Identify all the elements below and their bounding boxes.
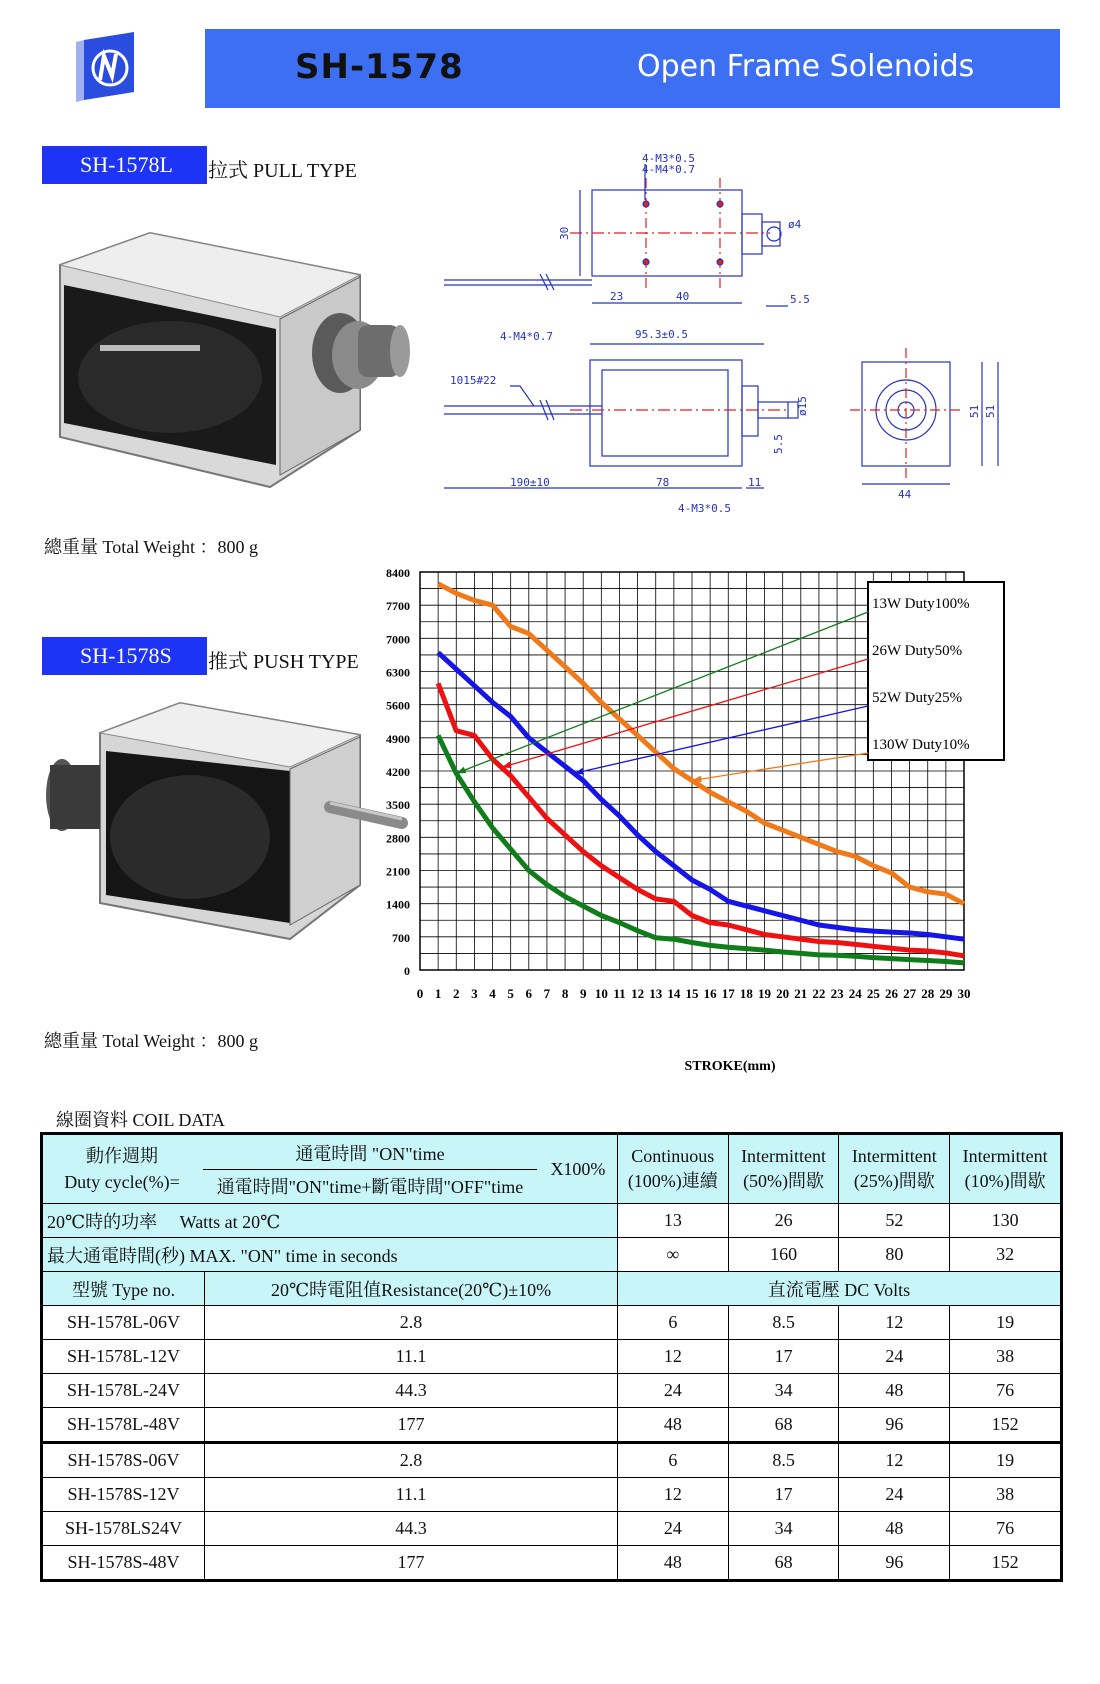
x-tick-label: 3: [471, 986, 478, 1001]
x-tick-label: 23: [830, 986, 844, 1001]
dim-5-5: 5.5: [790, 293, 810, 306]
type-no-cell: SH-1578S-06V: [42, 1443, 205, 1478]
dim-44: 44: [898, 488, 912, 501]
y-tick-label: 0: [404, 964, 410, 978]
watts-cell: 13: [617, 1204, 728, 1238]
table-row: [42, 1306, 1062, 1340]
x-tick-label: 30: [957, 986, 971, 1001]
dc-volts-cell: 48: [839, 1512, 950, 1546]
dc-volts-cell: 68: [728, 1408, 839, 1443]
watts-label: [42, 1204, 618, 1238]
x-tick-label: 6: [525, 986, 533, 1001]
dc-volts-cell: 38: [950, 1340, 1062, 1374]
col-header-50-a: Intermittent: [741, 1145, 827, 1166]
dim-51-b: 51: [984, 404, 997, 418]
dim-shaft-dia: ø4: [788, 218, 802, 231]
dc-volts-cell: 19: [950, 1306, 1062, 1340]
watts-cell: 130: [950, 1204, 1062, 1238]
header-product-name: Open Frame Solenoids: [637, 49, 975, 84]
dc-volts-cell: 38: [950, 1478, 1062, 1512]
dc-volts-cell: 8.5: [728, 1443, 839, 1478]
dc-volts-cell: 76: [950, 1512, 1062, 1546]
dim-m4-top: 4-M4*0.7: [642, 163, 695, 176]
max-on-label: 最大通電時間(秒) MAX. "ON" time in seconds: [42, 1238, 618, 1272]
x-tick-label: 5: [507, 986, 514, 1001]
side-view: [444, 344, 798, 488]
x-tick-label: 20: [776, 986, 790, 1001]
x-tick-label: 24: [848, 986, 862, 1001]
max-on-cell: 80: [839, 1238, 950, 1272]
dc-volts-cell: 8.5: [728, 1306, 839, 1340]
dim-m3-side: 4-M3*0.5: [678, 502, 731, 515]
x-tick-label: 29: [939, 986, 953, 1001]
y-tick-label: 2800: [386, 831, 410, 846]
type-no-cell: SH-1578S-48V: [42, 1546, 205, 1581]
col-header-100-a: Continuous: [631, 1145, 715, 1166]
type-no-cell: SH-1578L-48V: [42, 1408, 205, 1443]
x-tick-label: 15: [685, 986, 699, 1001]
dim-190: 190±10: [510, 476, 550, 489]
dc-volts-cell: 17: [728, 1340, 839, 1374]
watts-cell: 52: [839, 1204, 950, 1238]
dc-volts-cell: 12: [617, 1478, 728, 1512]
x-tick-label: 12: [631, 986, 645, 1001]
dc-volts-cell: 24: [617, 1374, 728, 1408]
type-no-cell: SH-1578L-24V: [42, 1374, 205, 1408]
y-tick-label: 2100: [386, 864, 410, 879]
duty-label-en: Duty cycle(%)=: [64, 1172, 180, 1192]
col-header-100-b: (100%)連續: [627, 1170, 718, 1191]
dim-11: 11: [748, 476, 762, 489]
dc-volts-cell: 76: [950, 1374, 1062, 1408]
dc-volts-cell: 12: [617, 1340, 728, 1374]
y-tick-label: 7000: [386, 632, 410, 647]
x-tick-label: 16: [703, 986, 717, 1001]
x-tick-label: 0: [416, 986, 424, 1001]
x-tick-label: 1: [434, 986, 442, 1001]
x-axis-label: STROKE(mm): [684, 1059, 776, 1074]
dc-volts-cell: 34: [728, 1512, 839, 1546]
coil-rows: [42, 1306, 1062, 1581]
col-header-50-b: (50%)間歇: [743, 1170, 825, 1191]
table-row: [42, 1443, 1062, 1478]
pull-total-weight: 總重量 Total Weight ：800 g: [44, 537, 258, 557]
dc-volts-cell: 12: [839, 1306, 950, 1340]
resistance-cell: 44.3: [205, 1374, 618, 1408]
table-row: [42, 1408, 1062, 1443]
company-logo: [76, 32, 140, 104]
watts-label-en: Watts at 20℃: [179, 1211, 281, 1232]
pull-model-tag: SH-1578L: [42, 146, 207, 184]
table-row: [42, 1546, 1062, 1581]
x-tick-label: 9: [579, 986, 587, 1001]
coil-data-table: [40, 1132, 1063, 1582]
col-header-25-b: (25%)間歇: [853, 1170, 935, 1191]
y-tick-label: 3500: [386, 798, 410, 813]
duty-cycle-formula: [42, 1134, 618, 1204]
dc-volts-cell: 24: [839, 1340, 950, 1374]
max-on-cell: ∞: [617, 1238, 728, 1272]
resistance-cell: 177: [205, 1408, 618, 1443]
dc-volts-cell: 19: [950, 1443, 1062, 1478]
col-header-10: [950, 1134, 1062, 1204]
dim-height-30: 30: [558, 226, 571, 240]
dc-volts-cell: 48: [617, 1408, 728, 1443]
x-tick-label: 14: [667, 986, 681, 1001]
formula-denominator: 通電時間"ON"time+斷電時間"OFF"time: [216, 1176, 524, 1197]
col-header-100: [617, 1134, 728, 1204]
legend-entry: 13W Duty100%: [872, 596, 970, 612]
x-tick-label: 2: [453, 986, 460, 1001]
table-row: [42, 1374, 1062, 1408]
formula-numerator: 通電時間 "ON"time: [203, 1140, 537, 1170]
table-row: [42, 1512, 1062, 1546]
dc-volts-cell: 96: [839, 1408, 950, 1443]
dim-40: 40: [676, 290, 690, 303]
y-tick-label: 700: [392, 930, 410, 945]
y-tick-label: 8400: [386, 566, 410, 580]
x-tick-label: 17: [721, 986, 735, 1001]
y-tick-label: 4200: [386, 765, 410, 779]
dim-dia-15: ø15: [796, 396, 809, 416]
x-tick-label: 28: [921, 986, 935, 1001]
max-on-cell: 160: [728, 1238, 839, 1272]
col-header-10-b: (10%)間歇: [964, 1170, 1046, 1191]
dc-volts-cell: 48: [839, 1374, 950, 1408]
col-header-50: [728, 1134, 839, 1204]
x-tick-label: 4: [489, 986, 496, 1001]
x-tick-label: 26: [884, 986, 898, 1001]
type-no-cell: SH-1578S-12V: [42, 1478, 205, 1512]
type-header-row: [42, 1272, 1062, 1306]
y-tick-label: 6300: [386, 665, 410, 680]
x-tick-label: 7: [543, 986, 551, 1001]
resistance-cell: 44.3: [205, 1512, 618, 1546]
header-model: SH-1578: [295, 47, 464, 87]
push-type-label: 推式 PUSH TYPE: [208, 651, 359, 673]
y-tick-label: 7700: [386, 599, 410, 614]
coil-data-title: 線圈資料 COIL DATA: [56, 1110, 225, 1130]
y-tick-label: 4900: [386, 731, 410, 746]
dim-wire: 1015#22: [450, 374, 497, 387]
x-tick-label: 21: [794, 986, 808, 1001]
dc-volts-cell: 6: [617, 1443, 728, 1478]
x-tick-label: 22: [812, 986, 826, 1001]
watts-row: [42, 1204, 1062, 1238]
resistance-cell: 2.8: [205, 1306, 618, 1340]
resistance-cell: 2.8: [205, 1443, 618, 1478]
dim-51-a: 51: [968, 404, 981, 418]
resistance-cell: 11.1: [205, 1340, 618, 1374]
table-row: [42, 1340, 1062, 1374]
pull-type-label: 拉式 PULL TYPE: [208, 160, 357, 182]
legend-entry: 26W Duty50%: [872, 643, 963, 659]
watts-cell: 26: [728, 1204, 839, 1238]
col-header-10-a: Intermittent: [962, 1145, 1048, 1166]
dc-volts-cell: 34: [728, 1374, 839, 1408]
x-tick-label: 19: [758, 986, 772, 1001]
push-solenoid-photo: [40, 695, 410, 950]
y-tick-label: 5600: [386, 698, 410, 713]
max-on-row: [42, 1238, 1062, 1272]
dc-volts-cell: 6: [617, 1306, 728, 1340]
dimension-drawing: [430, 148, 1060, 520]
dim-78: 78: [656, 476, 670, 489]
dc-volts-cell: 24: [839, 1478, 950, 1512]
pull-solenoid-photo: [40, 225, 410, 500]
duty-cycle-row: [42, 1134, 1062, 1204]
x-tick-label: 25: [866, 986, 880, 1001]
dc-volts-header: 直流電壓 DC Volts: [617, 1272, 1061, 1306]
legend-entry: 52W Duty25%: [872, 690, 963, 706]
force-stroke-chart: [386, 566, 1060, 1082]
x-tick-label: 8: [561, 986, 569, 1001]
x-tick-label: 10: [594, 986, 608, 1001]
legend-entry: 130W Duty10%: [872, 737, 970, 753]
dim-5-5-vertical: 5.5: [772, 434, 785, 454]
push-total-weight: 總重量 Total Weight ：800 g: [44, 1031, 258, 1051]
dim-95-3: 95.3±0.5: [635, 328, 688, 341]
type-no-cell: SH-1578LS24V: [42, 1512, 205, 1546]
dc-volts-cell: 96: [839, 1546, 950, 1581]
y-tick-label: 1400: [386, 897, 410, 912]
formula-x100: X100%: [550, 1158, 606, 1179]
col-header-25-a: Intermittent: [851, 1145, 937, 1166]
duty-label-zh: 動作週期: [86, 1146, 158, 1166]
dc-volts-cell: 24: [617, 1512, 728, 1546]
header-band: [205, 29, 1060, 108]
x-axis-ticks: [417, 986, 971, 1001]
dc-volts-cell: 152: [950, 1546, 1062, 1581]
type-no-cell: SH-1578L-12V: [42, 1340, 205, 1374]
x-tick-label: 13: [649, 986, 663, 1001]
dc-volts-cell: 68: [728, 1546, 839, 1581]
resistance-cell: 177: [205, 1546, 618, 1581]
dim-23: 23: [610, 290, 624, 303]
top-view: [444, 164, 788, 306]
resistance-header: 20℃時電阻值Resistance(20℃)±10%: [205, 1272, 618, 1306]
type-no-header: 型號 Type no.: [42, 1272, 205, 1306]
dc-volts-cell: 152: [950, 1408, 1062, 1443]
push-model-tag: SH-1578S: [42, 637, 207, 675]
max-on-cell: 32: [950, 1238, 1062, 1272]
x-tick-label: 11: [613, 986, 626, 1001]
table-row: [42, 1478, 1062, 1512]
type-no-cell: SH-1578L-06V: [42, 1306, 205, 1340]
dc-volts-cell: 48: [617, 1546, 728, 1581]
dim-m3-top: 4-M3*0.5: [642, 152, 695, 165]
watts-label-zh: 20℃時的功率: [47, 1211, 158, 1232]
x-tick-label: 27: [903, 986, 917, 1001]
dim-m4-side: 4-M4*0.7: [500, 330, 553, 343]
dc-volts-cell: 17: [728, 1478, 839, 1512]
dc-volts-cell: 12: [839, 1443, 950, 1478]
resistance-cell: 11.1: [205, 1478, 618, 1512]
x-tick-label: 18: [739, 986, 753, 1001]
col-header-25: [839, 1134, 950, 1204]
